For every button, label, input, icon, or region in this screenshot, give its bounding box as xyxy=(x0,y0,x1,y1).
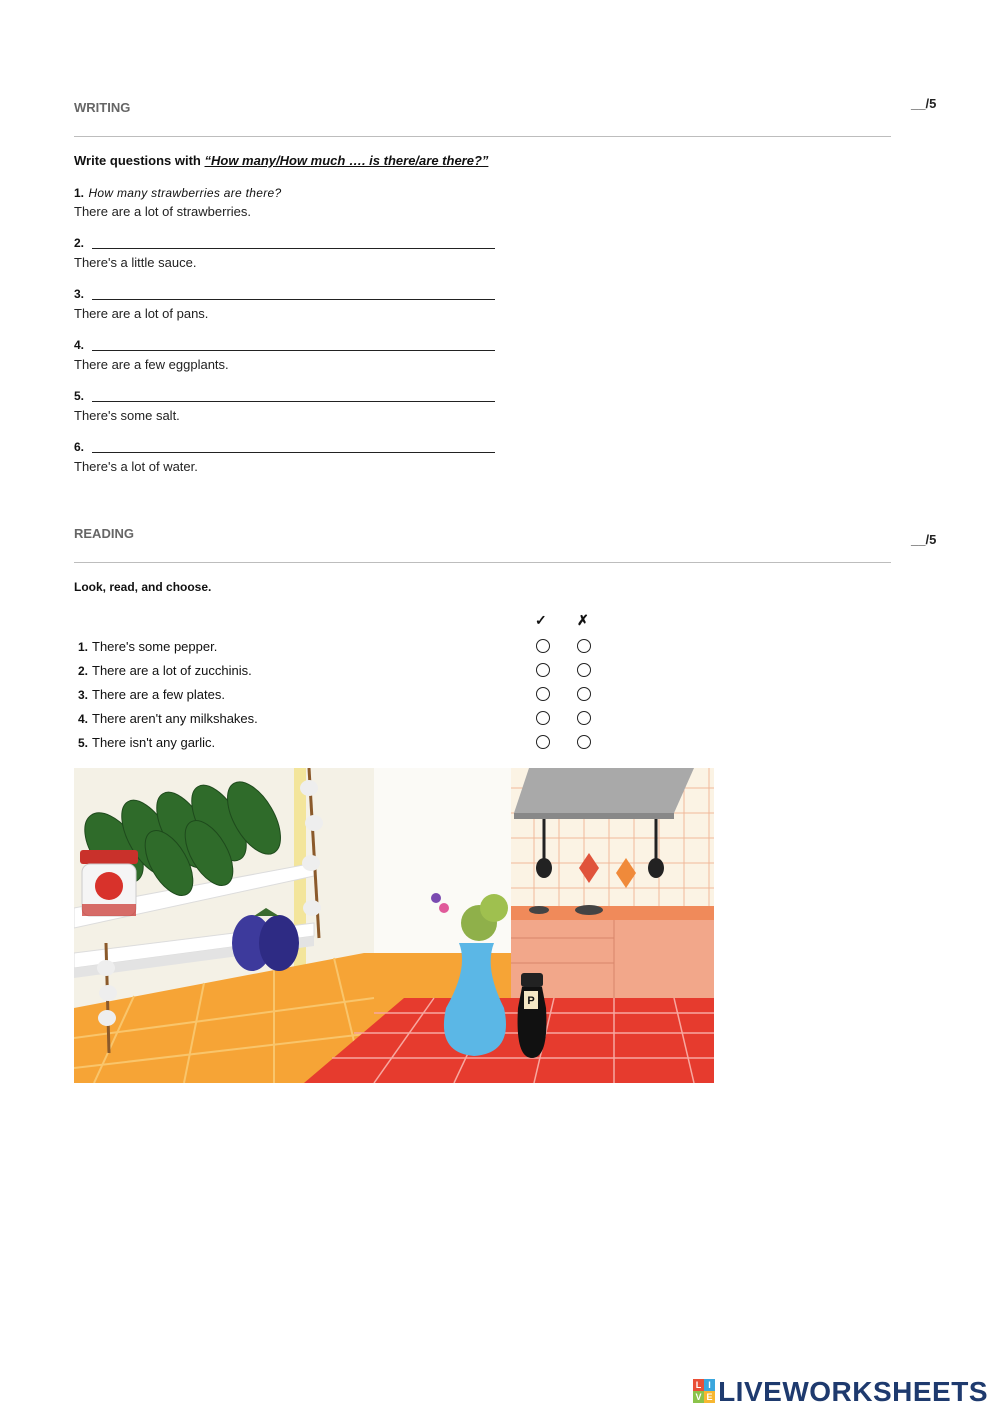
true-radio-5[interactable] xyxy=(536,735,550,749)
example-question: How many strawberries are there? xyxy=(88,186,282,200)
item-number: 3. xyxy=(78,688,89,702)
statement-text: There are a lot of zucchinis. xyxy=(92,663,252,678)
answer-input-4[interactable] xyxy=(92,350,495,351)
answer-input-5[interactable] xyxy=(92,401,495,402)
writing-title: WRITING xyxy=(74,100,131,115)
item-number: 4. xyxy=(78,712,89,726)
check-mark-icon: ✓ xyxy=(535,612,547,628)
item-number: 3. xyxy=(74,287,85,301)
item-number: 2. xyxy=(78,664,89,678)
item-number: 1. xyxy=(74,186,85,200)
reading-instruction: Look, read, and choose. xyxy=(74,580,212,594)
logo-letter: I xyxy=(704,1379,715,1391)
item-number: 2. xyxy=(74,236,85,250)
answer-input-6[interactable] xyxy=(92,452,495,453)
liveworksheets-logo-icon xyxy=(693,1379,715,1403)
reading-divider xyxy=(74,562,891,563)
item-number: 6. xyxy=(74,440,85,454)
false-radio-3[interactable] xyxy=(577,687,591,701)
item-number: 5. xyxy=(78,736,89,750)
item-number: 5. xyxy=(74,389,85,403)
false-radio-2[interactable] xyxy=(577,663,591,677)
statement-text: There isn't any garlic. xyxy=(92,735,216,750)
pepper-bottle xyxy=(518,973,547,1058)
writing-instruction-emphasis: “How many/How much …. is there/are there?” xyxy=(204,153,489,168)
false-radio-5[interactable] xyxy=(577,735,591,749)
writing-score: __/5 xyxy=(911,96,937,111)
kitchen-illustration xyxy=(74,768,714,1083)
statement-text: There are a few plates. xyxy=(92,687,225,702)
false-radio-1[interactable] xyxy=(577,639,591,653)
reading-score: __/5 xyxy=(911,532,937,547)
writing-item-1 xyxy=(74,184,281,202)
writing-instruction xyxy=(74,153,488,168)
logo-letter: E xyxy=(704,1391,715,1403)
writing-instruction-prefix: Write questions with xyxy=(74,153,205,168)
item-number: 4. xyxy=(74,338,85,352)
writing-answer-2: There's a little sauce. xyxy=(74,255,197,270)
range-hood xyxy=(514,768,694,819)
pepper-label: P xyxy=(527,995,535,1007)
cross-mark-icon: ✗ xyxy=(577,612,589,628)
true-radio-1[interactable] xyxy=(536,639,550,653)
writing-divider xyxy=(74,136,891,137)
liveworksheets-brand: LIVEWORKSHEETS xyxy=(718,1376,988,1407)
statement-text: There aren't any milkshakes. xyxy=(92,711,258,726)
logo-letter: L xyxy=(693,1379,704,1391)
statement-text: There's some pepper. xyxy=(92,639,218,654)
true-radio-3[interactable] xyxy=(536,687,550,701)
false-radio-4[interactable] xyxy=(577,711,591,725)
writing-answer-4: There are a few eggplants. xyxy=(74,357,229,372)
answer-input-3[interactable] xyxy=(92,299,495,300)
writing-answer-3: There are a lot of pans. xyxy=(74,306,209,321)
reading-title: READING xyxy=(74,526,134,541)
tomato-jar xyxy=(80,850,138,916)
writing-answer-1: There are a lot of strawberries. xyxy=(74,204,252,219)
writing-answer-6: There's a lot of water. xyxy=(74,459,198,474)
logo-letter: V xyxy=(693,1391,704,1403)
true-radio-2[interactable] xyxy=(536,663,550,677)
writing-answer-5: There's some salt. xyxy=(74,408,180,423)
answer-input-2[interactable] xyxy=(92,248,495,249)
item-number: 1. xyxy=(78,640,89,654)
true-radio-4[interactable] xyxy=(536,711,550,725)
